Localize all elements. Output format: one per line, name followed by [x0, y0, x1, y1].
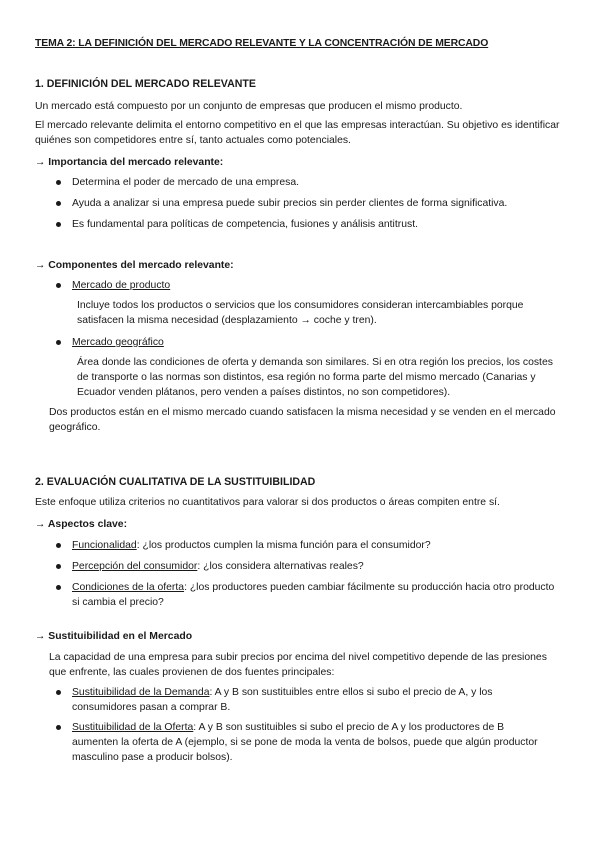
term-percepcion: Percepción del consumidor — [72, 561, 198, 572]
arrow-icon: → — [35, 157, 46, 168]
componentes-closing-text: Dos productos están en el mismo mercado cuando satisfacen la misma necesidad y se venden en el mercado geográfico. — [49, 407, 556, 433]
sustituibilidad-heading — [35, 629, 192, 644]
section-1-paragraph-1: Un mercado está compuesto por un conjunto de empresas que producen el mismo producto. — [35, 101, 463, 112]
term-sustituibilidad-demanda: Sustituibilidad de la Demanda — [72, 687, 210, 698]
importancia-heading — [35, 155, 223, 170]
bullet-icon — [56, 340, 61, 345]
bullet-icon — [56, 201, 61, 206]
mercado-producto-text: Incluye todos los productos o servicios que los consumidores consideran intercambiables porque satisfacen la misma necesidad (desplazamiento → coche y tren). — [77, 300, 524, 326]
list-item — [72, 685, 552, 715]
list-item — [72, 538, 562, 553]
arrow-icon: → — [35, 631, 46, 642]
arrow-icon: → — [35, 519, 46, 530]
mercado-geografico-title: Mercado geográfico — [72, 337, 164, 348]
section-2-heading: 2. EVALUACIÓN CUALITATIVA DE LA SUSTITUIBILIDAD — [35, 476, 316, 488]
sustituibilidad-intro: La capacidad de una empresa para subir precios por encima del nivel competitivo depende de las presiones que enfrente, las cuales provienen de dos fuentes principales: — [49, 652, 547, 678]
term-description: : ¿los productores pueden cambiar fácilmente su producción hacia otro producto si cambia el precio? — [72, 582, 555, 608]
bullet-icon — [56, 690, 61, 695]
mercado-geografico-text: Área donde las condiciones de oferta y demanda son similares. Si en otra región los precios, los costes de transporte o las normas son distintos, esa región no forma parte del mismo mercado (Canarias y Ecuador venden plátanos, pero venden a países distintos, no son competidores). — [77, 357, 553, 398]
componentes-heading-text: Componentes del mercado relevante: — [48, 260, 234, 271]
term-description: : ¿los considera alternativas reales? — [197, 561, 364, 572]
list-item: Determina el poder de mercado de una empresa. — [72, 177, 299, 188]
sustituibilidad-heading-text: Sustituibilidad en el Mercado — [48, 631, 193, 642]
section-1-paragraph-2: El mercado relevante delimita el entorno competitivo en el que las empresas interactúan. Su objetivo es identificar quiénes son competidores entre sí, tanto actuales como potenciales. — [35, 120, 560, 146]
bullet-icon — [56, 180, 61, 185]
term-description: : A y B son sustituibles entre ellos si subo el precio de A, y los consumidores pasan a comprar B. — [72, 687, 493, 713]
componentes-heading — [35, 258, 234, 273]
bullet-icon — [56, 585, 61, 590]
bullet-icon — [56, 564, 61, 569]
term-description: : ¿los productos cumplen la misma función para el consumidor? — [136, 540, 431, 551]
mercado-producto-title: Mercado de producto — [72, 280, 171, 291]
aspectos-heading — [35, 517, 127, 532]
term-description: : A y B son sustituibles si subo el precio de A y los productores de B aumenten la oferta de A (ejemplo, si se pone de moda la venta de bolsos, puede que algún productor masculino pase a producir bolsos). — [72, 722, 538, 763]
section-1-heading: 1. DEFINICIÓN DEL MERCADO RELEVANTE — [35, 78, 256, 90]
term-sustituibilidad-oferta: Sustituibilidad de la Oferta — [72, 722, 194, 733]
list-item — [72, 720, 552, 765]
list-item: Es fundamental para políticas de competencia, fusiones y análisis antitrust. — [72, 219, 418, 230]
section-2-intro: Este enfoque utiliza criterios no cuantitativos para valorar si dos productos o áreas compiten entre sí. — [35, 497, 500, 508]
importancia-heading-text: Importancia del mercado relevante: — [48, 157, 224, 168]
list-item — [72, 580, 562, 610]
term-funcionalidad: Funcionalidad — [72, 540, 137, 551]
bullet-icon — [56, 543, 61, 548]
aspectos-heading-text: Aspectos clave: — [47, 519, 128, 530]
term-condiciones-oferta: Condiciones de la oferta — [72, 582, 185, 593]
bullet-icon — [56, 283, 61, 288]
arrow-icon: → — [35, 260, 46, 271]
bullet-icon — [56, 725, 61, 730]
bullet-icon — [56, 222, 61, 227]
document-title: TEMA 2: LA DEFINICIÓN DEL MERCADO RELEVANTE Y LA CONCENTRACIÓN DE MERCADO — [35, 38, 489, 49]
list-item — [72, 559, 562, 574]
list-item: Ayuda a analizar si una empresa puede subir precios sin perder clientes de forma significativa. — [72, 198, 508, 209]
